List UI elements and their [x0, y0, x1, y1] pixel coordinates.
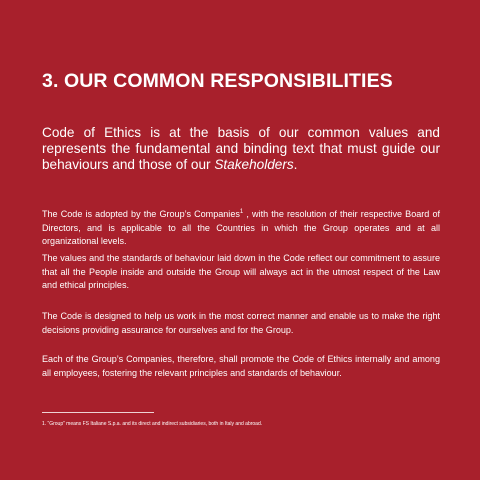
paragraph-adoption [42, 208, 440, 249]
paragraph-promotion: Each of the Group’s Companies, therefore, shall promote the Code of Ethics internally and among all employees, fostering the relevant principles and standards of behaviour. [42, 354, 440, 378]
paragraph-design: The Code is designed to help us work in the most correct manner and enable us to make the right decisions providing assurance for ourselves and for the Group. [42, 311, 440, 335]
intro-end: . [293, 157, 298, 172]
paragraph-adoption-end: , with the resolution of their respective Board of Directors, and is applicable to all the Countries in which the Group operates and at all organizational levels. [42, 209, 441, 247]
footnote-divider [42, 412, 154, 413]
section-heading: 3. OUR COMMON RESPONSIBILITIES [42, 70, 393, 92]
intro-emphasis: Stakeholders [214, 157, 294, 172]
paragraph-values: The values and the standards of behaviour laid down in the Code reflect our commitment to assure that all the People inside and outside the Group will always act in the utmost respect of the Law and ethical principles. [42, 253, 440, 291]
footnote-reference: 1 [239, 208, 244, 215]
intro-text: Code of Ethics is at the basis of our common values and represents the fundamental and binding text that must guide our behaviours and those of our [42, 125, 440, 172]
intro-statement [42, 125, 440, 173]
paragraph-adoption-start: The Code is adopted by the Group’s Companies [42, 209, 240, 219]
footnote: 1. “Group” means FS Italiane S.p.a. and its direct and indirect subsidiaries, both in Italy and abroad. [42, 421, 263, 427]
